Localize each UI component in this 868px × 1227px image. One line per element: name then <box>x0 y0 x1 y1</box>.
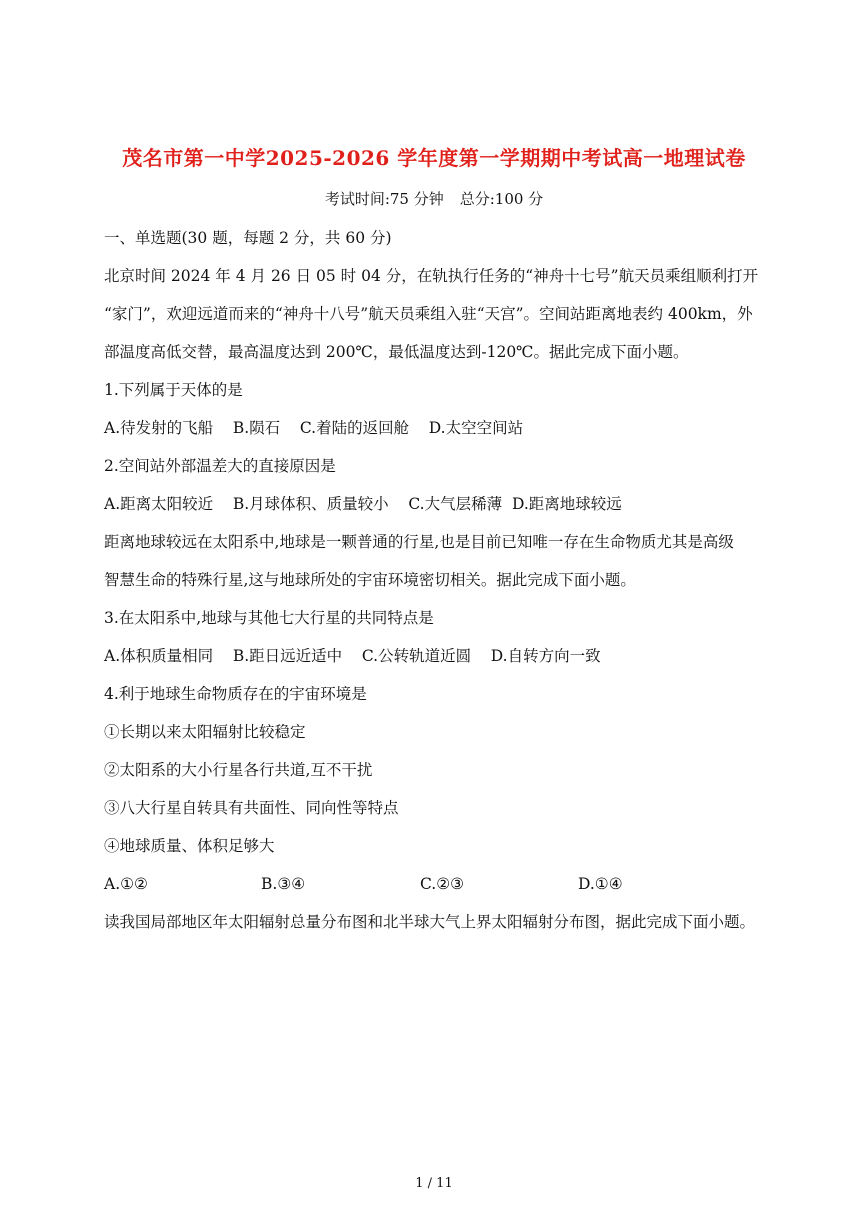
passage1-line-2: “家门”，欢迎远道而来的“神舟十八号”航天员乘组入驻“天宫”。空间站距离地表约 400km，外 <box>104 305 753 323</box>
question-4-options <box>104 874 764 894</box>
option-c: C.②③ <box>420 875 465 893</box>
question-2-stem: 2.空间站外部温差大的直接原因是 <box>104 457 336 475</box>
question-3-options: A.体积质量相同 B.距日远近适中 C.公转轨道近圆 D.自转方向一致 <box>104 647 601 665</box>
option-a: A.①② <box>104 875 148 893</box>
option-b: B.③④ <box>261 875 306 893</box>
passage2-line-1: 距离地球较远在太阳系中,地球是一颗普通的行星,也是目前已知唯一存在生命物质尤其是高级 <box>104 533 734 551</box>
question-4-statement-4: ④地球质量、体积足够大 <box>104 837 275 855</box>
question-4-statement-2: ②太阳系的大小行星各行共道,互不干扰 <box>104 761 373 779</box>
exam-title: 茂名市第一中学2025-2026 学年度第一学期期中考试高一地理试卷 <box>122 146 746 170</box>
passage1-line-1: 北京时间 2024 年 4 月 26 日 05 时 04 分，在轨执行任务的“神舟十七号”航天员乘组顺利打开 <box>104 267 759 285</box>
question-1-options: A.待发射的飞船 B.陨石 C.着陆的返回舱 D.太空空间站 <box>104 419 524 437</box>
question-1-stem: 1.下列属于天体的是 <box>104 381 243 399</box>
option-d: D.①④ <box>578 875 623 893</box>
passage1-line-3: 部温度高低交替，最高温度达到 200℃，最低温度达到-120℃。据此完成下面小题。 <box>104 343 689 361</box>
question-4-stem: 4.利于地球生命物质存在的宇宙环境是 <box>104 685 367 703</box>
exam-time: 考试时间:75 分钟 <box>324 190 444 208</box>
section-heading: 一、单选题(30 题，每题 2 分，共 60 分) <box>104 229 392 247</box>
exam-info <box>0 188 868 209</box>
question-3-stem: 3.在太阳系中,地球与其他七大行星的共同特点是 <box>104 609 434 627</box>
passage3: 读我国局部地区年太阳辐射总量分布图和北半球大气上界太阳辐射分布图，据此完成下面小题。 <box>104 913 756 931</box>
page-number: 1 / 11 <box>415 1176 453 1191</box>
passage2-line-2: 智慧生命的特殊行星,这与地球所处的宇宙环境密切相关。据此完成下面小题。 <box>104 571 636 589</box>
question-2-options: A.距离太阳较近 B.月球体积、质量较小 C.大气层稀薄 D.距离地球较远 <box>104 495 622 513</box>
question-4-statement-3: ③八大行星自转具有共面性、同向性等特点 <box>104 799 399 817</box>
total-score: 总分:100 分 <box>459 190 544 208</box>
question-4-statement-1: ①长期以来太阳辐射比较稳定 <box>104 723 306 741</box>
